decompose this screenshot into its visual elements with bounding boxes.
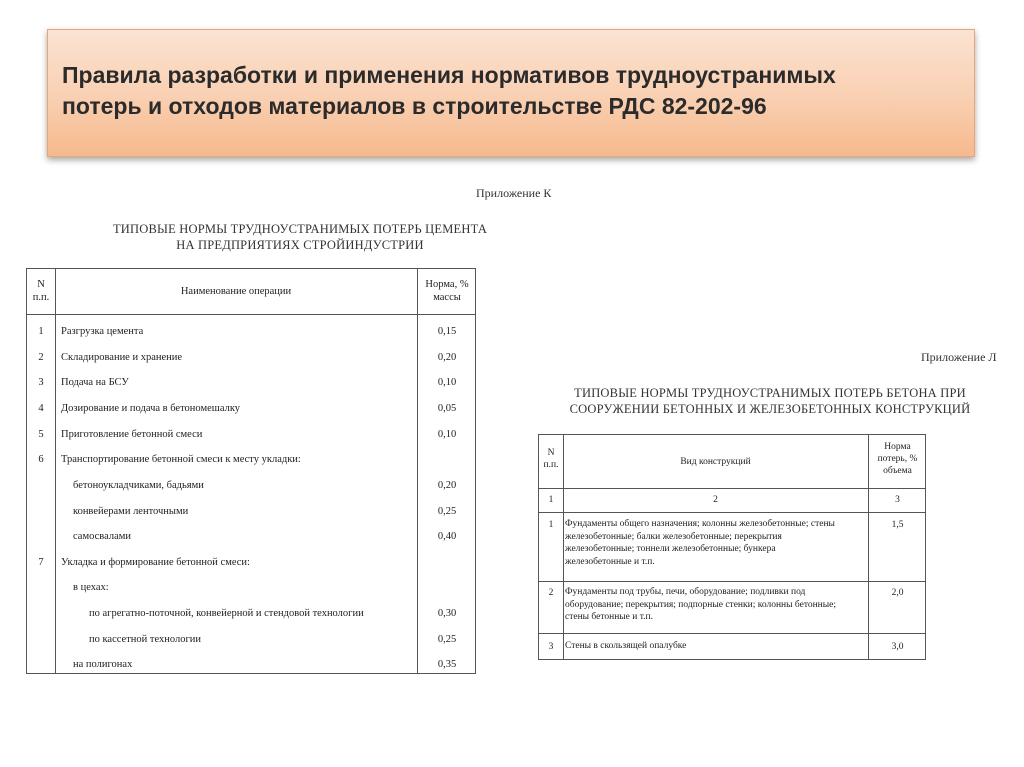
col-header-norm-line-1: Норма bbox=[884, 442, 911, 452]
operation-name: по кассетной технологии bbox=[89, 634, 202, 645]
row-number: 1 bbox=[548, 520, 554, 530]
table-row bbox=[27, 320, 475, 346]
table-divider bbox=[563, 435, 564, 659]
norm-value: 1,5 bbox=[891, 520, 904, 530]
norm-value: 2,0 bbox=[891, 588, 904, 598]
operation-name: конвейерами ленточными bbox=[73, 506, 189, 517]
operation-name: бетоноукладчиками, бадьями bbox=[73, 480, 204, 491]
column-number: 3 bbox=[895, 495, 900, 505]
col-header-norm-line-2: массы bbox=[433, 292, 461, 303]
table-divider bbox=[539, 488, 925, 489]
col-header-norm-line-3: объема bbox=[883, 466, 912, 476]
table-row bbox=[27, 371, 475, 397]
description-line: железобетонные; балки железобетонные; перекрытия bbox=[565, 531, 782, 542]
slide-title bbox=[62, 60, 960, 122]
table-divider bbox=[539, 633, 925, 634]
norm-value: 0,25 bbox=[437, 506, 457, 517]
norm-value: 0,20 bbox=[437, 480, 457, 491]
col-header-norm-line-1: Норма, % bbox=[425, 279, 469, 290]
row-number: 3 bbox=[38, 377, 44, 388]
table-row bbox=[27, 576, 475, 602]
description-line: железобетонные и т.п. bbox=[565, 556, 655, 567]
operation-name: Дозирование и подача в бетономешалку bbox=[61, 403, 241, 414]
row-number: 1 bbox=[38, 326, 44, 337]
col-header-num bbox=[539, 447, 563, 471]
col-header-norm bbox=[417, 278, 477, 304]
appendix-k-heading-line-1: ТИПОВЫЕ НОРМЫ ТРУДНОУСТРАНИМЫХ ПОТЕРЬ ЦЕМЕНТА bbox=[112, 222, 488, 236]
description-line: Фундаменты общего назначения; колонны железобетонные; стены bbox=[565, 519, 835, 529]
construction-description bbox=[565, 586, 865, 624]
row-number: 2 bbox=[548, 588, 554, 598]
col-header-num-line-2: п.п. bbox=[32, 292, 50, 303]
operation-name: Подача на БСУ bbox=[61, 377, 129, 388]
slide-title-line-2: потерь и отходов материалов в строительстве РДС 82-202-96 bbox=[62, 93, 767, 119]
norm-value: 0,15 bbox=[437, 326, 457, 337]
description-line: железобетонные; тоннели железобетонные; бункера bbox=[565, 544, 776, 554]
table-row bbox=[27, 474, 475, 500]
operation-name: в цехах: bbox=[73, 582, 109, 593]
norm-value: 0,40 bbox=[437, 531, 457, 542]
table-row bbox=[27, 525, 475, 551]
operation-name: Приготовление бетонной смеси bbox=[61, 429, 203, 440]
table-row bbox=[27, 448, 475, 474]
norm-value: 0,10 bbox=[437, 429, 457, 440]
col-header-construction: Вид конструкций bbox=[680, 457, 751, 467]
table-row bbox=[27, 397, 475, 423]
column-number: 2 bbox=[713, 495, 718, 505]
table-divider bbox=[539, 581, 925, 582]
description-line: оборудование; перекрытия; подпорные стенки; колонны бетонные; bbox=[565, 599, 837, 610]
row-number: 2 bbox=[38, 352, 44, 363]
slide-title-line-1: Правила разработки и применения нормативов трудноустранимых bbox=[62, 62, 836, 88]
norm-value: 0,35 bbox=[437, 659, 457, 670]
operation-name: по агрегатно-поточной, конвейерной и стендовой технологии bbox=[89, 608, 364, 619]
column-number: 1 bbox=[548, 495, 554, 505]
norm-value: 0,25 bbox=[437, 634, 457, 645]
col-header-num-line-1: N bbox=[547, 448, 555, 458]
appendix-l-heading-line-2: СООРУЖЕНИИ БЕТОННЫХ И ЖЕЛЕЗОБЕТОННЫХ КОНСТРУКЦИЙ bbox=[569, 402, 971, 416]
description-line: Стены в скользящей опалубке bbox=[565, 641, 687, 651]
construction-description bbox=[565, 518, 865, 568]
table-row bbox=[27, 628, 475, 654]
operation-name: Укладка и формирование бетонной смеси: bbox=[61, 557, 250, 568]
appendix-k-heading-line-2: НА ПРЕДПРИЯТИЯХ СТРОЙИНДУСТРИИ bbox=[176, 238, 424, 252]
appendix-l-label: Приложение Л bbox=[921, 350, 997, 364]
operation-name: Разгрузка цемента bbox=[61, 326, 144, 337]
norm-value: 0,05 bbox=[437, 403, 457, 414]
table-row bbox=[27, 551, 475, 577]
cement-loss-table bbox=[26, 268, 476, 674]
appendix-l-heading bbox=[545, 385, 995, 417]
description-line: стены бетонные и т.п. bbox=[565, 612, 654, 622]
appendix-k-label: Приложение К bbox=[476, 186, 552, 200]
appendix-l-heading-line-1: ТИПОВЫЕ НОРМЫ ТРУДНОУСТРАНИМЫХ ПОТЕРЬ БЕТОНА ПРИ bbox=[574, 386, 966, 400]
norm-value: 3,0 bbox=[891, 642, 904, 652]
appendix-k-heading bbox=[70, 221, 530, 253]
col-header-num-line-1: N bbox=[37, 279, 45, 290]
concrete-loss-table bbox=[538, 434, 926, 660]
operation-name: Складирование и хранение bbox=[61, 352, 183, 363]
norm-value: 0,20 bbox=[437, 352, 457, 363]
table-row bbox=[27, 346, 475, 372]
table-row bbox=[27, 500, 475, 526]
row-number: 7 bbox=[38, 557, 44, 568]
operation-name: Транспортирование бетонной смеси к месту укладки: bbox=[61, 454, 301, 465]
operation-name: самосвалами bbox=[73, 531, 132, 542]
table-divider bbox=[539, 512, 925, 513]
row-number: 3 bbox=[548, 642, 554, 652]
norm-value: 0,10 bbox=[437, 377, 457, 388]
operation-name: на полигонах bbox=[73, 659, 133, 670]
row-number: 5 bbox=[38, 429, 44, 440]
row-number: 4 bbox=[38, 403, 44, 414]
table-row bbox=[27, 423, 475, 449]
table-row bbox=[27, 602, 475, 628]
table-divider bbox=[27, 314, 475, 315]
col-header-num-line-2: п.п. bbox=[543, 460, 559, 470]
col-header-operation: Наименование операции bbox=[180, 286, 292, 297]
row-number: 6 bbox=[38, 454, 44, 465]
table-row bbox=[27, 653, 475, 679]
col-header-norm-line-2: потерь, % bbox=[877, 454, 918, 464]
construction-description bbox=[565, 640, 865, 653]
col-header-norm bbox=[868, 441, 927, 477]
col-header-num bbox=[27, 278, 55, 304]
slide-title-banner bbox=[47, 29, 975, 157]
description-line: Фундаменты под трубы, печи, оборудование; подливки под bbox=[565, 587, 806, 597]
norm-value: 0,30 bbox=[437, 608, 457, 619]
